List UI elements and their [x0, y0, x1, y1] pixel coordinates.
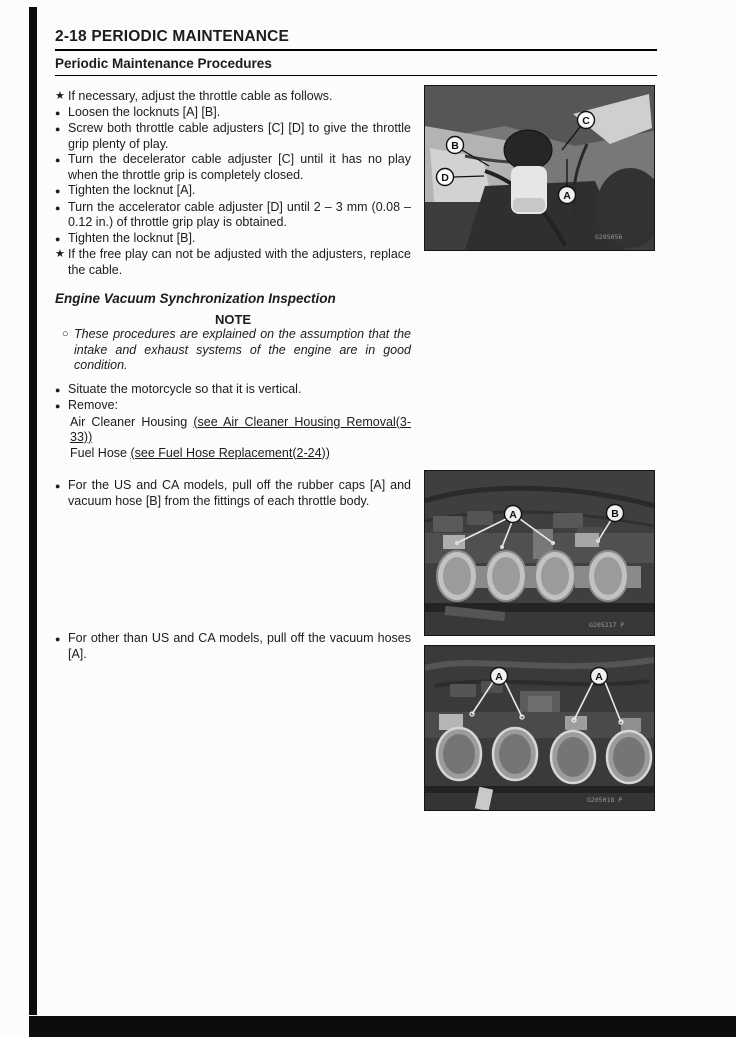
callout-label-b: B	[611, 508, 619, 520]
step-text: Screw both throttle cable adjusters [C] [D] to give the throttle grip plenty of play.	[68, 121, 411, 151]
bullet-marker-icon: ●	[55, 634, 61, 644]
bullet-marker-icon: ●	[55, 401, 61, 411]
callout-label-b: B	[451, 140, 459, 152]
figure-throttle-bodies-us-ca	[424, 470, 655, 636]
procedure-step	[55, 478, 411, 509]
step-text: If the free play can not be adjusted with the adjusters, replace the cable.	[68, 247, 411, 277]
page-header	[55, 28, 657, 76]
procedure-step	[55, 89, 411, 105]
step-text: Remove:	[68, 398, 119, 412]
scan-border-bottom	[29, 1016, 736, 1037]
bullet-marker-icon: ●	[55, 124, 61, 134]
step-text: Tighten the locknut [B].	[68, 230, 196, 245]
page-title: 2-18 PERIODIC MAINTENANCE	[55, 28, 290, 45]
part-name: Fuel Hose	[70, 445, 127, 460]
remove-item	[70, 415, 411, 446]
section-rule	[55, 75, 657, 76]
callout-label-d: D	[441, 172, 449, 184]
procedure-step	[55, 200, 411, 231]
step-text: Loosen the locknuts [A] [B].	[68, 104, 221, 119]
vacuum-hoses-photo	[425, 646, 654, 810]
throttle-cable-photo	[425, 86, 654, 250]
remove-item	[70, 446, 411, 462]
bullet-marker-icon: ●	[55, 481, 61, 491]
figure-throttle-cable-adjusters	[424, 85, 655, 251]
procedure-step	[55, 631, 411, 662]
callout-label-a: A	[563, 190, 571, 202]
bullet-marker-icon: ●	[55, 384, 61, 395]
star-marker-icon: ★	[55, 248, 65, 260]
procedure-step	[55, 121, 411, 152]
section-title: Periodic Maintenance Procedures	[55, 56, 272, 71]
figure-throttle-bodies-other	[424, 645, 655, 811]
step-text: For the US and CA models, pull off the rubber caps [A] and vacuum hose [B] from the fittings of each throttle body.	[68, 478, 411, 508]
bullet-marker-icon: ●	[55, 155, 61, 165]
step-text: If necessary, adjust the throttle cable as follows.	[68, 89, 333, 103]
note-label: NOTE	[214, 311, 252, 327]
procedure-step	[55, 398, 411, 415]
procedure-step	[55, 152, 411, 183]
part-name: Air Cleaner Housing	[70, 414, 188, 429]
callout-label-a2: A	[595, 671, 603, 683]
step-text: Turn the decelerator cable adjuster [C] until it has no play when the throttle grip is completely closed.	[68, 152, 411, 182]
step-text: Turn the accelerator cable adjuster [D] until 2 – 3 mm (0.08 – 0.12 in.) of throttle grip play is obtained.	[68, 199, 411, 229]
procedure-step	[55, 247, 411, 278]
callout-label-a1: A	[495, 671, 503, 683]
throttle-bodies-photo	[425, 471, 654, 635]
subsection-title: Engine Vacuum Synchronization Inspection	[55, 291, 336, 306]
callout-label-c: C	[582, 115, 590, 127]
photo-code: G205056	[595, 233, 623, 241]
procedure-step	[55, 382, 411, 399]
note-text: These procedures are explained on the assumption that the intake and exhaust systems of the engine are in good condition.	[74, 327, 411, 372]
procedure-text-column	[55, 89, 411, 662]
note-block	[62, 327, 411, 374]
step-text: Tighten the locknut [A].	[68, 183, 196, 197]
bullet-marker-icon: ●	[55, 202, 61, 213]
procedure-step	[55, 105, 411, 122]
step-text: Situate the motorcycle so that it is vertical.	[68, 381, 302, 396]
scan-border-left	[29, 7, 37, 1015]
bullet-marker-icon: ●	[55, 107, 61, 118]
callout-label-a: A	[509, 509, 517, 521]
photo-code: G205217 P	[589, 621, 625, 629]
photo-code: G205018 P	[587, 796, 623, 804]
bullet-marker-icon: ●	[55, 186, 61, 196]
procedure-step	[55, 183, 411, 200]
star-marker-icon: ★	[55, 90, 65, 102]
cross-reference-link[interactable]: (see Air Cleaner Housing Removal(3-33))	[70, 414, 412, 444]
step-text: For other than US and CA models, pull off the vacuum hoses [A].	[68, 631, 411, 661]
circle-marker-icon: ○	[62, 328, 69, 340]
procedure-step	[55, 231, 411, 248]
bullet-marker-icon: ●	[55, 233, 61, 244]
header-rule	[55, 49, 657, 51]
cross-reference-link[interactable]: (see Fuel Hose Replacement(2-24))	[130, 445, 330, 460]
